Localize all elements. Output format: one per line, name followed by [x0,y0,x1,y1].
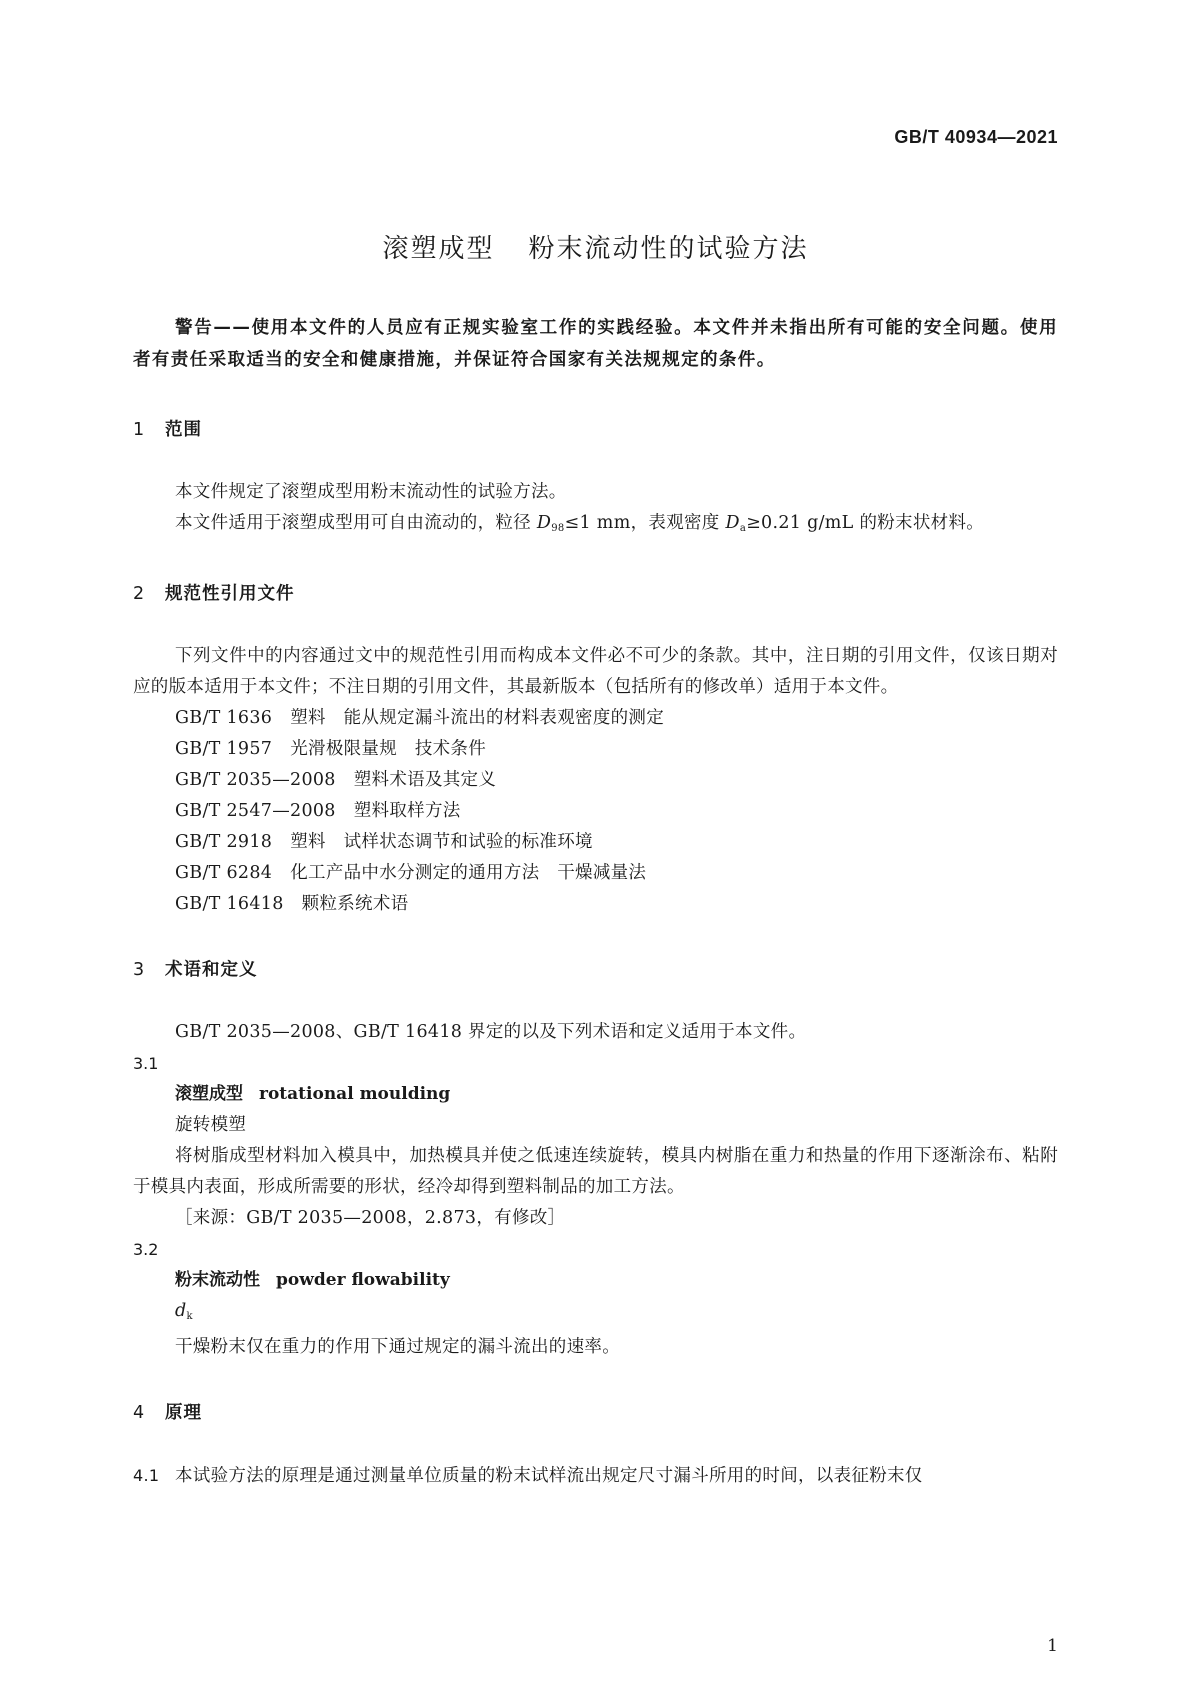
scope-paragraph-2: 本文件适用于滚塑成型用可自由流动的，粒径 $D_{98}\le 1$ mm，表观密度 $D_a\ge 0.21$ g/mL 的粉末状材料。 [175,513,985,534]
reference-item: GB/T 1957 光滑极限量规 技术条件 [175,739,487,759]
reference-item: GB/T 6284 化工产品中水分测定的通用方法 干燥减量法 [175,863,647,883]
reference-item: GB/T 2035—2008 塑料术语及其定义 [175,770,497,790]
section-number: 4 [133,1403,146,1423]
term-symbol: $d_k$ [175,1301,193,1322]
document-body [133,312,1058,1492]
term-definition: 干燥粉末仅在重力的作用下通过规定的漏斗流出的速率。 [175,1337,620,1357]
section-1-heading [133,416,1058,441]
term-name: 粉末流动性 powder flowability [175,1270,450,1290]
section-number: 3 [133,960,146,980]
document-title [0,228,1191,265]
reference-item: GB/T 16418 颗粒系统术语 [175,894,409,914]
title-part-1: 滚塑成型 [382,234,495,264]
reference-item: GB/T 2918 塑料 试样状态调节和试验的标准环境 [175,832,593,852]
section-2-heading [133,580,1058,605]
reference-item: GB/T 2547—2008 塑料取样方法 [175,801,461,821]
standard-code: GB/T 40934—2021 [894,127,1058,147]
term-definition: 将树脂成型材料加入模具中，加热模具并使之低速连续旋转，模具内树脂在重力和热量的作用下逐渐涂布、粘附于模具内表面，形成所需要的形状，经冷却得到塑料制品的加工方法。 [133,1146,1058,1197]
warning-paragraph: 警告——使用本文件的人员应有正规实验室工作的实践经验。本文件并未指出所有可能的安全问题。使用者有责任采取适当的安全和健康措施，并保证符合国家有关法规规定的条件。 [133,318,1058,370]
section-4-heading [133,1399,1058,1424]
clause-4-1: 4.1 本试验方法的原理是通过测量单位质量的粉末试样流出规定尺寸漏斗所用的时间，以表征粉末仅 [133,1466,923,1486]
section-title: 规范性引用文件 [165,584,295,604]
page-number: 1 [1047,1636,1058,1656]
scope-paragraph-1: 本文件规定了滚塑成型用粉末流动性的试验方法。 [175,482,567,502]
normative-refs-intro: 下列文件中的内容通过文中的规范性引用而构成本文件必不可少的条款。其中，注日期的引用文件，仅该日期对应的版本适用于本文件；不注日期的引用文件，其最新版本（包括所有的修改单）适用于本文件。 [133,646,1058,697]
term-source: ［来源：GB/T 2035—2008，2.873，有修改］ [175,1208,566,1228]
section-title: 原理 [165,1403,202,1423]
section-3-heading [133,956,1058,981]
section-number: 1 [133,420,146,440]
term-alternative: 旋转模塑 [175,1115,247,1135]
reference-item: GB/T 1636 塑料 能从规定漏斗流出的材料表观密度的测定 [175,708,665,728]
section-title: 范围 [165,420,202,440]
term-number: 3.2 [133,1240,159,1259]
reference-list [133,703,1058,920]
title-part-2: 粉末流动性的试验方法 [528,234,809,264]
term-name: 滚塑成型 rotational moulding [175,1084,451,1104]
terms-intro: GB/T 2035—2008、GB/T 16418 界定的以及下列术语和定义适用于本文件。 [175,1022,807,1042]
term-number: 3.1 [133,1054,159,1073]
section-title: 术语和定义 [165,960,258,980]
section-number: 2 [133,584,146,604]
